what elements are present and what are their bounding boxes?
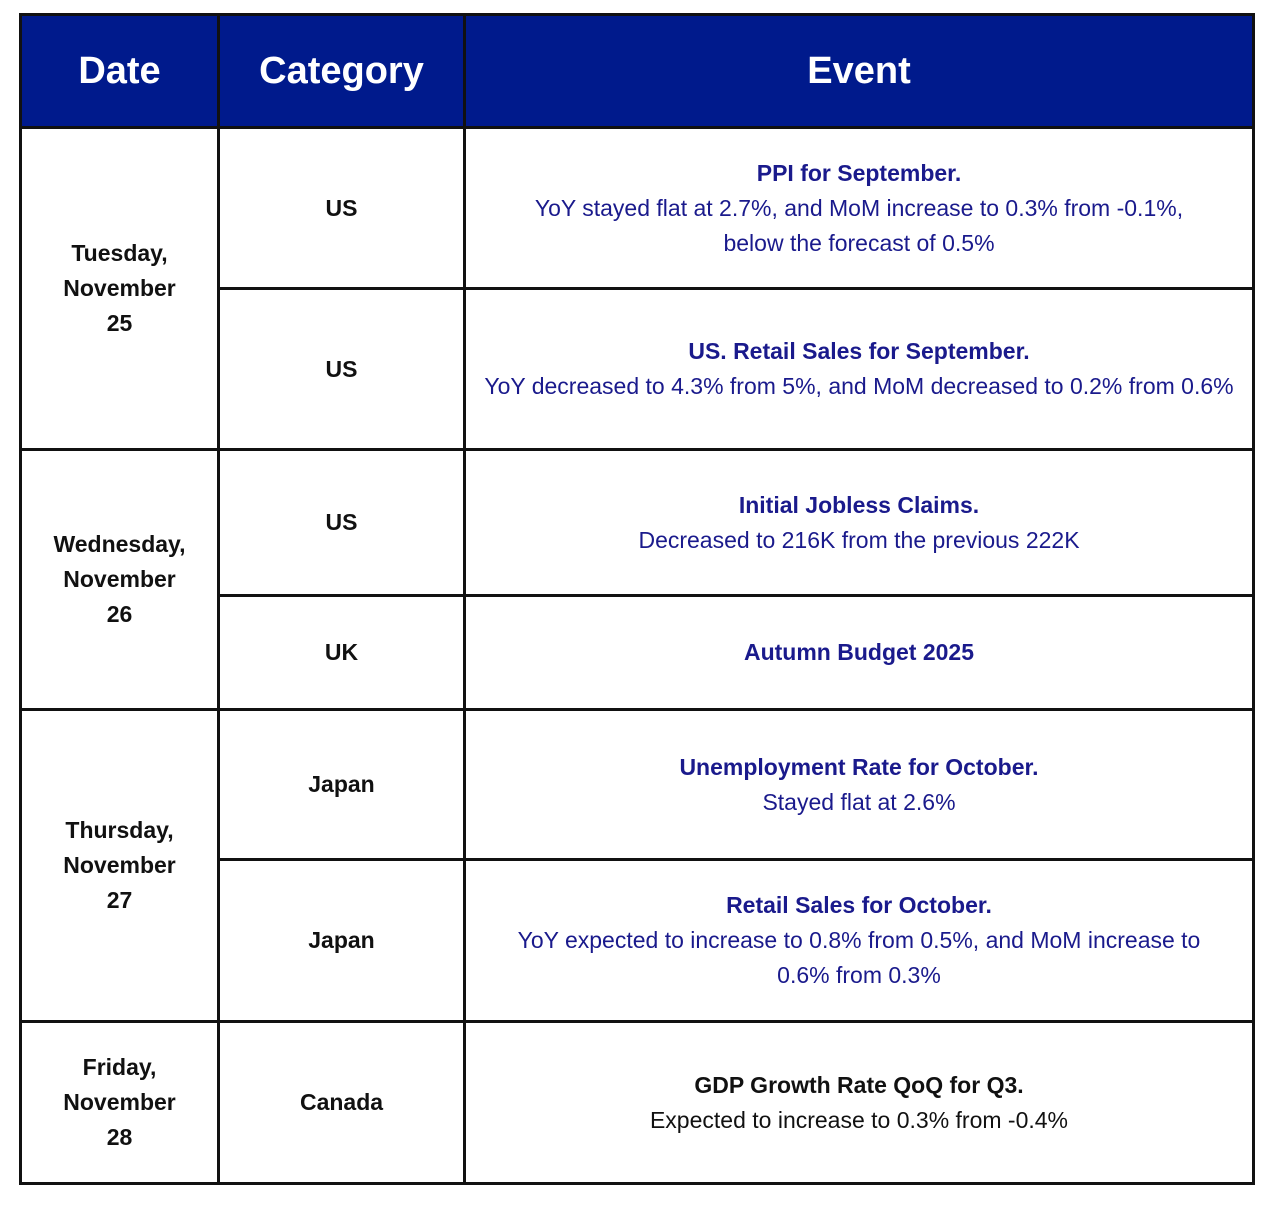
category-cell: Japan (219, 710, 465, 860)
header-event: Event (465, 15, 1254, 128)
event-cell (465, 1022, 1254, 1184)
event-description: Expected to increase to 0.3% from -0.4% (649, 1106, 1069, 1133)
event-title: Retail Sales for October. (726, 892, 992, 918)
category-cell: US (219, 450, 465, 596)
category-cell: Canada (219, 1022, 465, 1184)
category-cell: Japan (219, 860, 465, 1022)
event-title: Initial Jobless Claims. (738, 491, 980, 518)
event-description: Decreased to 216K from the previous 222K (638, 526, 1080, 553)
category-cell: UK (219, 596, 465, 710)
date-cell (21, 710, 219, 1022)
event-cell (465, 710, 1254, 860)
event-description: YoY stayed flat at 2.7%, and MoM increase to 0.3% from -0.1%, below the forecast of 0.5% (534, 194, 1184, 256)
event-cell (465, 596, 1254, 710)
date-text: Thursday, November 27 (63, 817, 176, 913)
header-date: Date (21, 15, 219, 128)
event-title: US. Retail Sales for September. (688, 338, 1030, 364)
event-description: Stayed flat at 2.6% (762, 788, 956, 815)
event-cell (465, 289, 1254, 450)
event-title: GDP Growth Rate QoQ for Q3. (694, 1071, 1024, 1098)
event-title: Autumn Budget 2025 (743, 639, 975, 665)
date-cell (21, 128, 219, 450)
event-cell (465, 860, 1254, 1022)
date-cell (21, 1022, 219, 1184)
date-cell (21, 450, 219, 710)
category-cell: US (219, 289, 465, 450)
date-text: Tuesday, November 25 (63, 240, 176, 336)
table-row (21, 450, 1254, 596)
event-cell (465, 128, 1254, 289)
header-category: Category (219, 15, 465, 128)
event-title: Unemployment Rate for October. (679, 753, 1039, 780)
table-row (21, 128, 1254, 289)
date-text: Wednesday, November 26 (53, 531, 186, 627)
event-cell (465, 450, 1254, 596)
table-row (21, 710, 1254, 860)
table-row (21, 1022, 1254, 1184)
event-title: PPI for September. (756, 159, 962, 186)
event-description: YoY decreased to 4.3% from 5%, and MoM decreased to 0.2% from 0.6% (484, 373, 1234, 399)
event-description: YoY expected to increase to 0.8% from 0.5%, and MoM increase to 0.6% from 0.3% (517, 927, 1201, 988)
category-cell: US (219, 128, 465, 289)
header-row (21, 15, 1254, 128)
economic-calendar-table (19, 13, 1255, 1185)
date-text: Friday, November 28 (63, 1054, 176, 1150)
